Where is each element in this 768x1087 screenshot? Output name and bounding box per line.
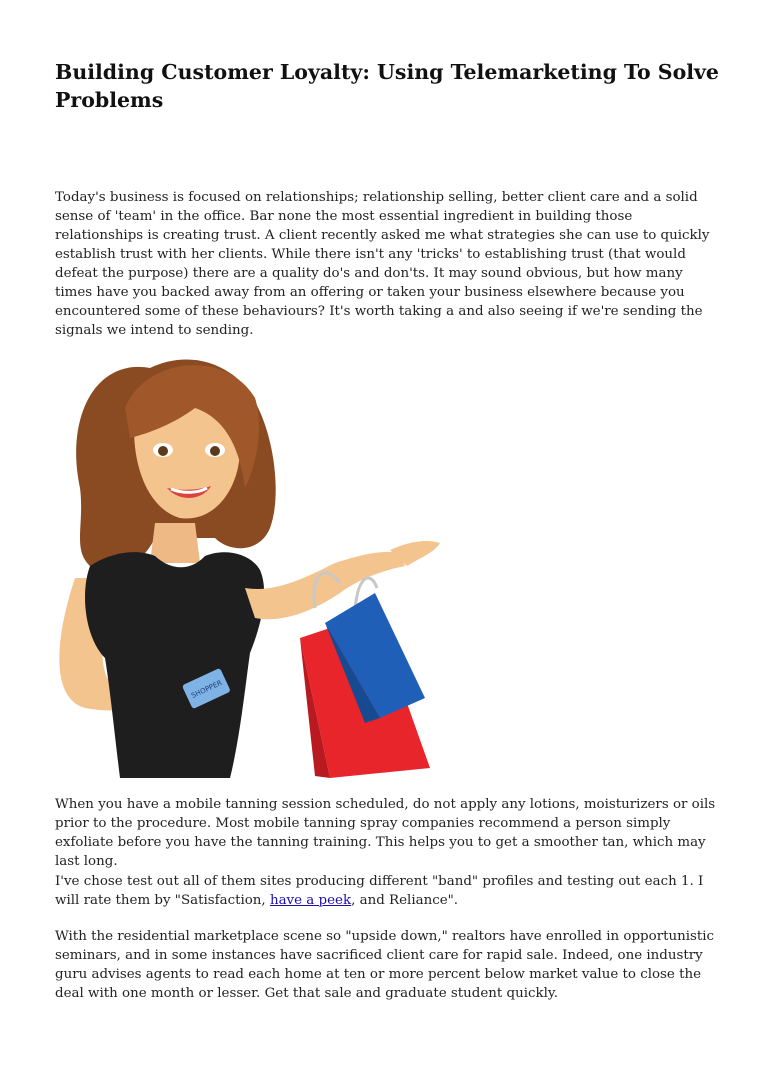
rating-paragraph — [55, 872, 720, 910]
card-text: SHOPPER — [190, 678, 224, 700]
page-title: Building Customer Loyalty: Using Telemarketing To Solve Problems — [55, 60, 719, 112]
rating-text-before: I've chose test out all of them sites producing different "band" profiles and testing out each 1. I will rate them by "Satisfaction, — [55, 874, 704, 908]
shopping-woman-illustration — [55, 338, 445, 778]
have-a-peek-link[interactable]: have a peek — [269, 893, 352, 908]
rating-text-after: , and Reliance". — [351, 893, 459, 908]
tanning-paragraph: When you have a mobile tanning session scheduled, do not apply any lotions, moisturizers or oils prior to the procedure. Most mobile tanning spray companies recommend a person simply exfoliate before you have the tanning training. This helps you to get a smoother tan, which may last long. — [55, 797, 716, 869]
marketplace-paragraph: With the residential marketplace scene so "upside down," realtors have enrolled in opportunistic seminars, and in some instances have sacrificed client care for rapid sale. Indeed, one industry guru advises agents to read each home at ten or more percent below market value to close the deal with one month or lesser. Get that sale and graduate student quickly. — [55, 929, 715, 1001]
intro-paragraph: Today's business is focused on relationships; relationship selling, better client care and a solid sense of 'team' in the office. Bar none the most essential ingredient in building those relationships is creating trust. A client recently asked me what strategies she can use to quickly establish trust with her clients. While there isn't any 'tricks' to establishing trust (that would defeat the purpose) there are a quality do's and don'ts. It may sound obvious, but how many times have you backed away from an offering or taken your business elsewhere because you encountered some of these behaviours? It's worth taking a and also seeing if we're sending the signals we intend to sending. — [55, 190, 710, 338]
